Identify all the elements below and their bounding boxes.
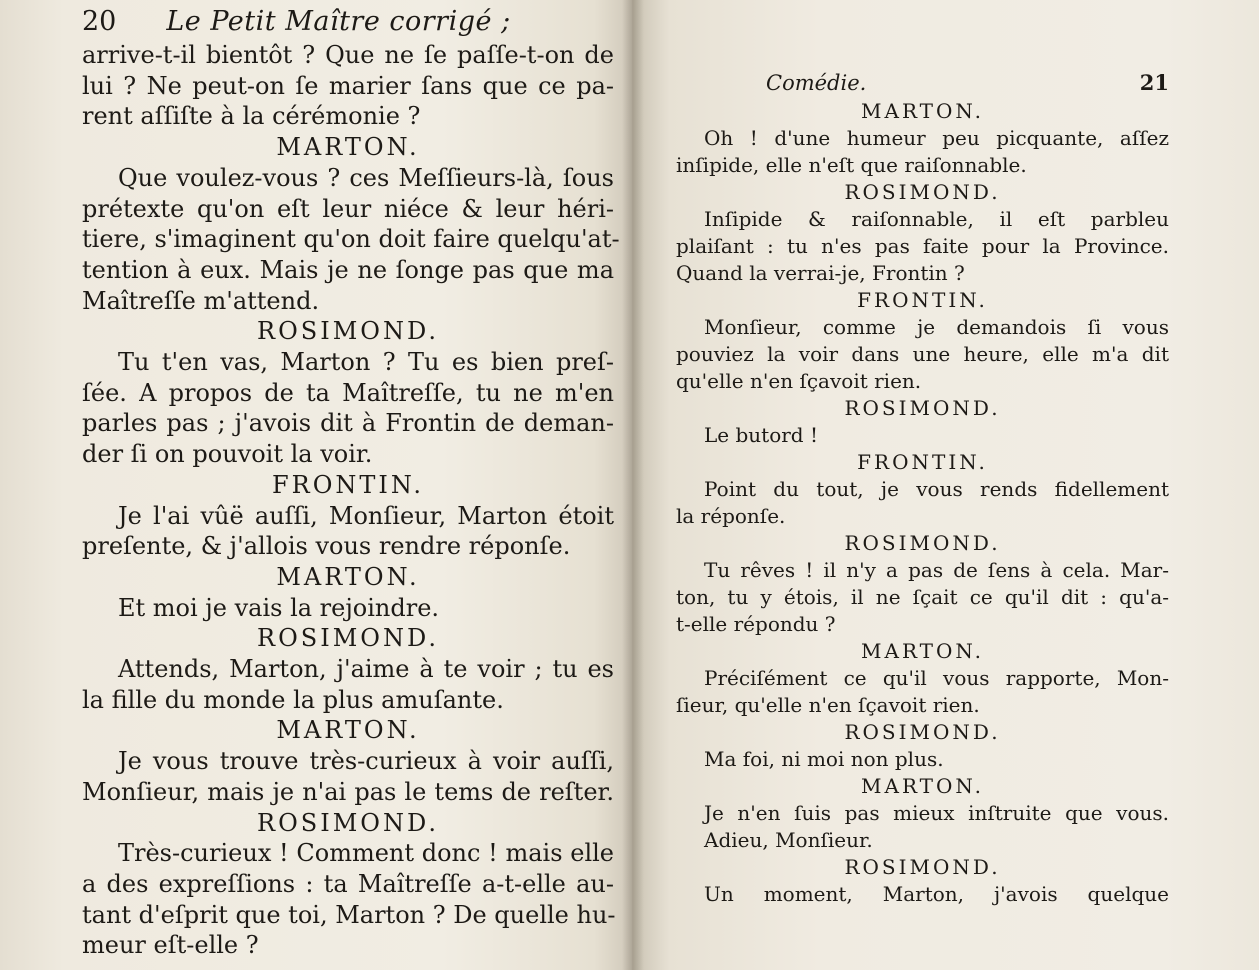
text-line: la fille du monde la plus amuſante. [82, 685, 504, 714]
text-line: t-elle répondu ? [676, 612, 836, 636]
text-line: Très-curieux ! Comment donc ! mais elle [118, 839, 614, 868]
left-page-text [82, 40, 620, 961]
text-line: arrive-t-il bientôt ? Que ne ſe paſſe-t-on de [82, 41, 614, 69]
right-page-number: 21 [1139, 70, 1169, 95]
speaker-name: MARTON. [861, 99, 984, 123]
text-line: Oh ! d'une humeur peu picquante, aſſez [704, 126, 1169, 150]
speaker-name: MARTON. [861, 639, 984, 663]
speaker-name: FRONTIN. [857, 450, 988, 474]
text-line: Maîtreſſe m'attend. [82, 286, 320, 315]
text-line: Ma foi, ni moi non plus. [704, 747, 944, 771]
speaker-name: FRONTIN. [272, 470, 424, 499]
text-line: tant d'eſprit que toi, Marton ? De quelle hu- [82, 900, 616, 929]
left-running-title: Le Petit Maître corrigé ; [166, 6, 511, 37]
text-line: Que voulez-vous ? ces Meſſieurs-là, ſous [118, 163, 614, 192]
text-line: pouviez la voir dans une heure, elle m'a dit [676, 342, 1169, 366]
book-gutter [622, 0, 644, 970]
text-line: Adieu, Monſieur. [704, 828, 873, 852]
text-line: inſipide, elle n'eſt que raiſonnable. [676, 153, 1027, 177]
speaker-name: ROSIMOND. [844, 531, 1001, 555]
text-line: Préciſément ce qu'il vous rapporte, Mon- [704, 666, 1169, 690]
text-line: a des expreſſions : ta Maîtreſſe a-t-elle au- [82, 869, 614, 898]
speaker-name: FRONTIN. [857, 288, 988, 312]
text-line: Monſieur, comme je demandois ſi vous [704, 315, 1169, 339]
text-line: rent aſſiſte à la cérémonie ? [82, 102, 421, 131]
text-line: parles pas ; j'avois dit à Frontin de deman- [82, 409, 614, 438]
text-line: qu'elle n'en ſçavoit rien. [676, 369, 922, 393]
text-line: Je n'en ſuis pas mieux inſtruite que vous. [704, 801, 1169, 825]
text-line: Je vous trouve très-curieux à voir auſſi, [118, 747, 614, 776]
text-line: Je l'ai vûë auſſi, Monſieur, Marton étoit [118, 501, 614, 530]
speaker-name: ROSIMOND. [257, 624, 439, 653]
text-line: ſée. A propos de ta Maîtreſſe, tu ne m'en [82, 378, 614, 407]
text-line: Attends, Marton, j'aime à te voir ; tu es [118, 655, 614, 684]
text-line: Et moi je vais la rejoindre. [118, 593, 440, 622]
text-line: ſieur, qu'elle n'en ſçavoit rien. [676, 693, 980, 717]
text-line: Un moment, Marton, j'avois quelque [704, 882, 1169, 906]
text-line: Quand la verrai-je, Frontin ? [676, 261, 965, 285]
text-line: la réponſe. [676, 504, 786, 528]
right-page [632, 0, 1259, 970]
speaker-name: ROSIMOND. [257, 317, 439, 346]
speaker-name: MARTON. [861, 774, 984, 798]
text-line: Point du tout, je vous rends fidellement [704, 477, 1169, 501]
text-line: prétexte qu'on eſt leur niéce & leur héri- [82, 194, 614, 223]
text-line: Le butord ! [704, 423, 818, 447]
text-line: tention à eux. Mais je ne ſonge pas que ma [82, 255, 614, 284]
text-line: lui ? Ne peut-on ſe marier ſans que ce pa- [82, 71, 614, 100]
speaker-name: ROSIMOND. [844, 396, 1001, 420]
speaker-name: MARTON. [276, 133, 420, 162]
right-page-text [676, 98, 1169, 908]
speaker-name: MARTON. [276, 716, 420, 745]
text-line: Tu t'en vas, Marton ? Tu es bien preſ- [118, 348, 614, 377]
text-line: der ſi on pouvoit la voir. [82, 440, 373, 469]
speaker-name: MARTON. [276, 562, 420, 591]
text-line: tiere, s'imaginent qu'on doit faire quelqu'at- [82, 225, 620, 254]
text-line: plaiſant : tu n'es pas faite pour la Province. [676, 234, 1169, 258]
text-line: preſente, & j'allois vous rendre réponſe. [82, 532, 571, 561]
text-line: Monſieur, mais je n'ai pas le tems de reſter. [82, 777, 614, 806]
left-running-head [82, 6, 614, 40]
text-line: ton, tu y étois, il ne ſçait ce qu'il dit : qu'a- [676, 585, 1169, 609]
speaker-name: ROSIMOND. [257, 808, 439, 837]
right-running-title: Comédie. [766, 71, 867, 95]
text-line: meur eſt-elle ? [82, 931, 259, 960]
left-page-number: 20 [82, 6, 117, 37]
speaker-name: ROSIMOND. [844, 720, 1001, 744]
speaker-name: ROSIMOND. [844, 855, 1001, 879]
text-line: Tu rêves ! il n'y a pas de ſens à cela. Mar- [704, 558, 1169, 582]
speaker-name: ROSIMOND. [844, 180, 1001, 204]
text-line: Inſipide & raiſonnable, il eſt parbleu [704, 207, 1169, 231]
right-running-head [676, 70, 1169, 98]
